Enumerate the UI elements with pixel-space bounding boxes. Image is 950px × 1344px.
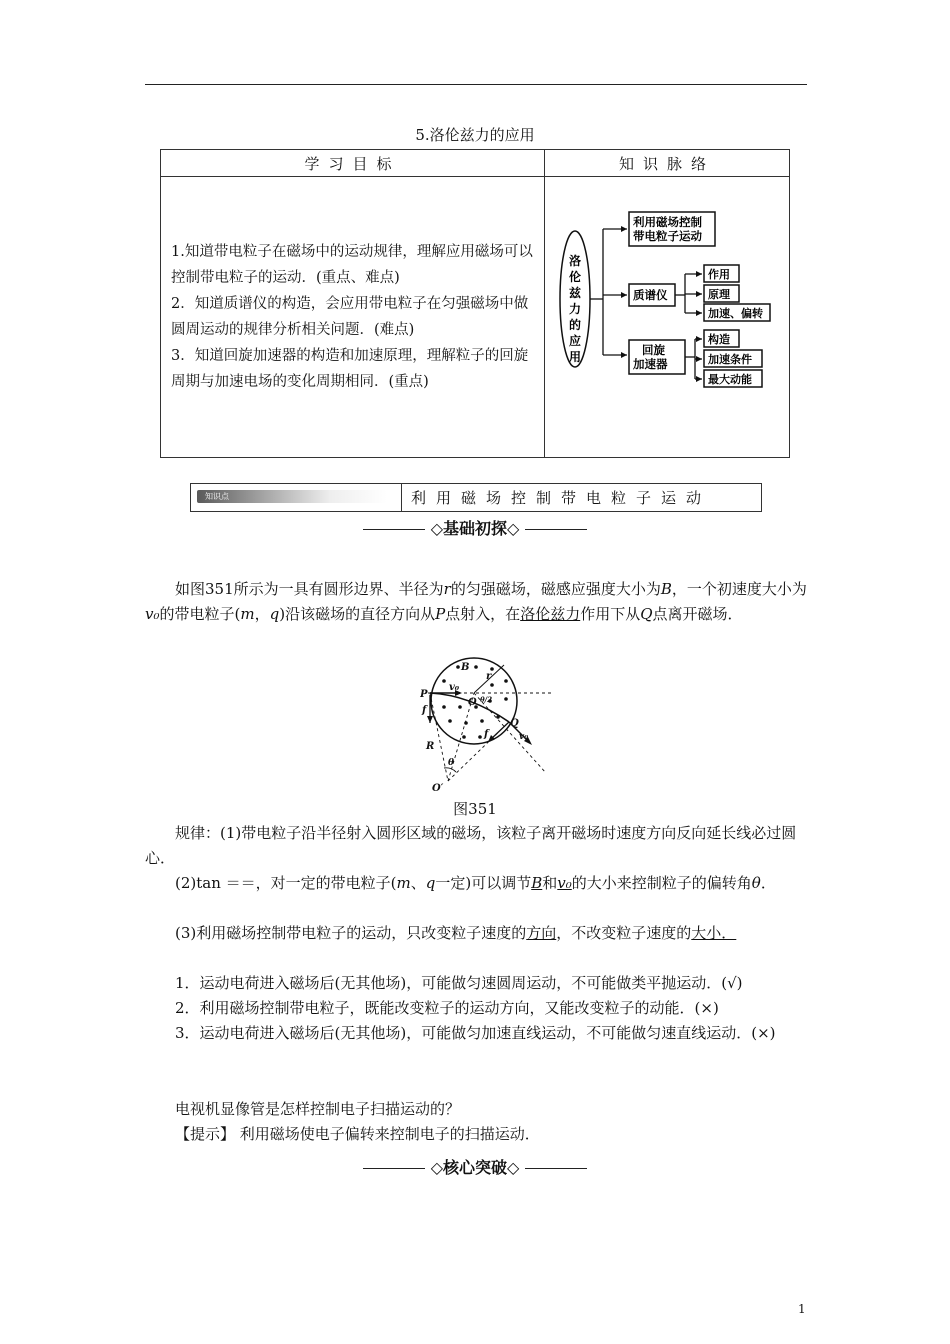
knowledge-map: [545, 177, 790, 458]
col-header-goals: 学习目标: [161, 150, 545, 177]
hint-label: 【提示】: [175, 1125, 236, 1143]
var-r: r: [443, 580, 451, 598]
mindmap-diagram: [545, 177, 789, 457]
mindmap-b2-label: 质谱仪: [633, 288, 668, 302]
label-f-entry: f: [422, 705, 427, 716]
knowledge-point-tag-label: 知识点: [205, 492, 229, 501]
banner-title: 利用磁场控制带电粒子运动: [411, 489, 712, 507]
goal-item: 3．知道回旋加速器的构造和加速原理，理解粒子的回旋周期与加速电场的变化周期相同．(重点): [171, 348, 529, 390]
heading-rule-left: [363, 529, 425, 530]
figure-circular-field: [420, 655, 555, 795]
label-v0-exit: v₀: [519, 732, 529, 742]
mindmap-root-char: 应: [568, 334, 582, 348]
mindmap-leaf-label: 加速条件: [708, 353, 752, 366]
label-O-prime: O′: [432, 783, 444, 794]
text-run: ，不改变粒子速度的: [556, 924, 692, 942]
heading-rule-right: [525, 1168, 587, 1169]
label-r: r: [486, 671, 492, 682]
hint-text: 利用磁场使电子偏转来控制电子的扫描运动．: [239, 1125, 540, 1143]
var-q: q: [425, 874, 436, 892]
mindmap-leaf-label: 构造: [708, 333, 730, 346]
var-q-point: Q: [640, 605, 653, 623]
label-B: B: [461, 662, 470, 673]
mindmap-b3-line2: 加速器: [633, 357, 668, 371]
mindmap-b1-line1: 利用磁场控制: [633, 215, 702, 229]
section-heading-basics-text: ◇基础初探◇: [430, 519, 520, 538]
label-Q: Q: [510, 718, 519, 729]
text-run: ，: [254, 605, 270, 623]
label-O: O: [468, 697, 477, 708]
section-heading-core-text: ◇核心突破◇: [430, 1158, 520, 1177]
header-rule: [145, 84, 807, 85]
var-theta: θ: [751, 874, 761, 892]
page-title: 5.洛伦兹力的应用: [415, 126, 535, 144]
text-run: 作用下从: [580, 605, 641, 623]
text-run: 、: [410, 874, 426, 892]
text-run: (2)tan ＝＝，对一定的带电粒子(: [175, 874, 397, 892]
text-run: (3)利用磁场控制带电粒子的运动，只改变粒子速度的: [175, 924, 527, 942]
text-run: 点离开磁场．: [652, 605, 743, 623]
section-heading-basics: [0, 516, 950, 539]
fill-blank-answer: 方向: [526, 924, 557, 942]
heading-rule-right: [525, 529, 587, 530]
text-run: 和: [542, 874, 558, 892]
text-run: ．: [760, 874, 776, 892]
knowledge-point-tag: [197, 490, 387, 503]
goals-table: [160, 149, 790, 458]
intro-paragraph: [145, 577, 807, 627]
mindmap-root-char: 洛: [568, 254, 582, 268]
goal-item: 1.知道带电粒子在磁场中的运动规律，理解应用磁场可以控制带电粒子的运动．(重点、难点): [171, 244, 533, 286]
mindmap-b1-line2: 带电粒子运动: [633, 229, 702, 243]
fill-blank-answer: 大小．: [691, 924, 737, 942]
goal-item: 2．知道质谱仪的构造，会应用带电粒子在匀强磁场中做圆周运动的规律分析相关问题．(难点): [171, 296, 529, 338]
label-theta: θ: [448, 758, 455, 768]
mindmap-root-char: 的: [568, 318, 582, 332]
hint: [145, 1122, 807, 1147]
text-run: 的大小来控制粒子的偏转角: [571, 874, 752, 892]
text-run: 的带电粒子(: [159, 605, 241, 623]
mindmap-root-char: 用: [568, 350, 582, 364]
col-header-map: 知识脉络: [545, 150, 790, 177]
force-f-entry-arrowhead: [427, 716, 433, 723]
knowledge-point-banner: [190, 483, 762, 512]
figure-caption: 图351: [453, 800, 497, 818]
rule-2: [145, 871, 807, 896]
text-run: ，一个初速度大小为: [671, 580, 807, 598]
var-p: P: [435, 605, 446, 623]
mindmap-root-char: 兹: [568, 286, 582, 300]
judgment-item: 1．运动电荷进入磁场后(无其他场)，可能做匀速圆周运动，不可能做类平抛运动．(√): [175, 974, 743, 992]
question: 电视机显像管是怎样控制电子扫描运动的？: [175, 1100, 461, 1118]
text-run: 的匀强磁场，磁感应强度大小为: [450, 580, 661, 598]
mindmap-leaf-label: 原理: [708, 288, 730, 301]
label-v0-entry: v₀: [449, 682, 460, 693]
var-m: m: [240, 605, 255, 623]
var-b: B: [660, 580, 672, 598]
page-number: 1: [798, 1302, 806, 1316]
mindmap-b3-line1: 回旋: [642, 343, 665, 357]
label-f-exit: f: [484, 729, 489, 740]
mindmap-leaf-label: 加速、偏转: [708, 307, 763, 320]
goals-list: [161, 177, 545, 458]
judgment-item: 2．利用磁场控制带电粒子，既能改变粒子的运动方向，又能改变粒子的动能．(×): [175, 999, 719, 1017]
text-run: )沿该磁场的直径方向从: [279, 605, 436, 623]
var-q: q: [269, 605, 280, 623]
text-run: 一定)可以调节: [435, 874, 532, 892]
banner-divider: [401, 484, 402, 511]
mindmap-leaf-label: 作用: [708, 268, 730, 281]
heading-rule-left: [363, 1168, 425, 1169]
section-heading-core: [0, 1155, 950, 1178]
label-P: P: [420, 689, 428, 700]
var-v0: v₀: [145, 605, 160, 623]
fill-blank-answer: v₀: [557, 874, 572, 892]
rule-1: 规律：(1)带电粒子沿半径射入圆形区域的磁场，该粒子离开磁场时速度方向反向延长线必过圆心．: [145, 824, 797, 867]
mindmap-leaf-label: 最大动能: [708, 373, 752, 386]
text-run: 如图351所示为一具有圆形边界、半径为: [175, 580, 444, 598]
var-m: m: [396, 874, 411, 892]
label-R: R: [426, 741, 435, 752]
judgment-item: 3．运动电荷进入磁场后(无其他场)，可能做匀加速直线运动，不可能做匀速直线运动．(×): [175, 1024, 776, 1042]
fill-blank-answer: B: [531, 874, 543, 892]
rule-3: [145, 921, 807, 946]
mindmap-root-char: 力: [568, 302, 582, 316]
mindmap-root-char: 伦: [568, 270, 582, 284]
text-run: 点射入，在: [445, 605, 521, 623]
fill-blank-answer: 洛伦兹力: [520, 605, 581, 623]
label-half-theta: θ/2: [480, 695, 493, 704]
